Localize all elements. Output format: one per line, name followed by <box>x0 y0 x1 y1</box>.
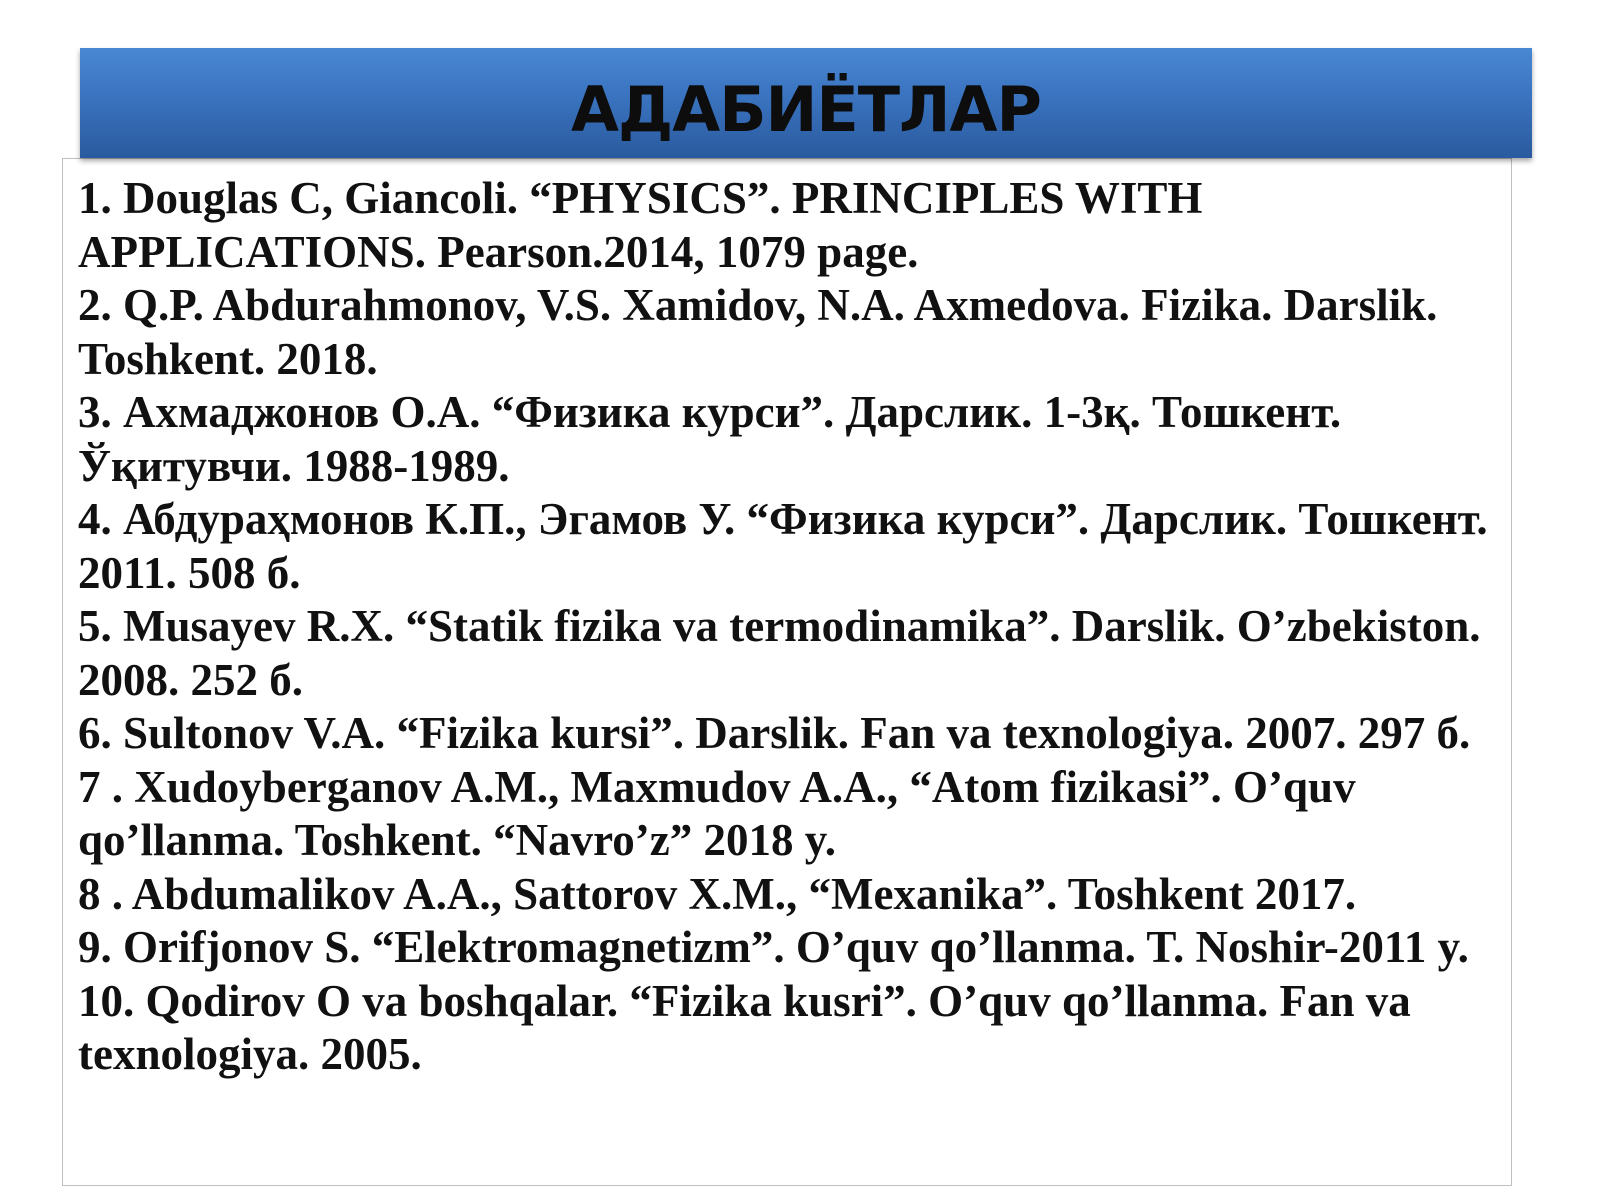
slide-title: АДАБИЁТЛАР <box>571 72 1041 146</box>
reference-item: 9. Orifjonov S. “Elektromagnetizm”. O’quv qo’llanma. T. Noshir-2011 y. <box>78 922 1469 972</box>
reference-item: 2. Q.P. Abdurahmonov, V.S. Xamidov, N.A. Axmedova. Fizika. Darslik. Toshkent. 2018. <box>78 280 1438 384</box>
title-banner <box>80 48 1532 158</box>
reference-item: 7 . Xudoyberganov A.M., Maxmudov A.A., “Atom fizikasi”. O’quv qo’llanma. Toshkent. “Navro’z” 2018 y. <box>78 761 1356 865</box>
reference-item: 1. Douglas C, Giancoli. “PHYSICS”. PRINCIPLES WITH APPLICATIONS. Pearson.2014, 1079 page. <box>78 173 1203 277</box>
reference-item: 4. Абдураҳмонов К.П., Эгамов У. “Физика курси”. Дарслик. Тошкент. 2011. 508 б. <box>78 494 1488 598</box>
reference-item: 8 . Abdumalikov A.A., Sattorov X.M., “Mexanika”. Toshkent 2017. <box>78 868 1357 919</box>
reference-item: 6. Sultonov V.A. “Fizika kursi”. Darslik. Fan va texnologiya. 2007. 297 б. <box>78 708 1471 758</box>
reference-item: 3. Ахмаджонов О.А. “Физика курси”. Дарслик. 1-3қ. Тошкент. Ўқитувчи. 1988-1989. <box>78 387 1342 491</box>
reference-item: 5. Musayev R.X. “Statik fizika va termodinamika”. Darslik. O’zbekiston. 2008. 252 б. <box>78 601 1481 705</box>
reference-item: 10. Qodirov O va boshqalar. “Fizika kusri”. O’quv qo’llanma. Fan va texnologiya. 2005. <box>78 975 1411 1079</box>
reference-list <box>78 172 1508 1082</box>
